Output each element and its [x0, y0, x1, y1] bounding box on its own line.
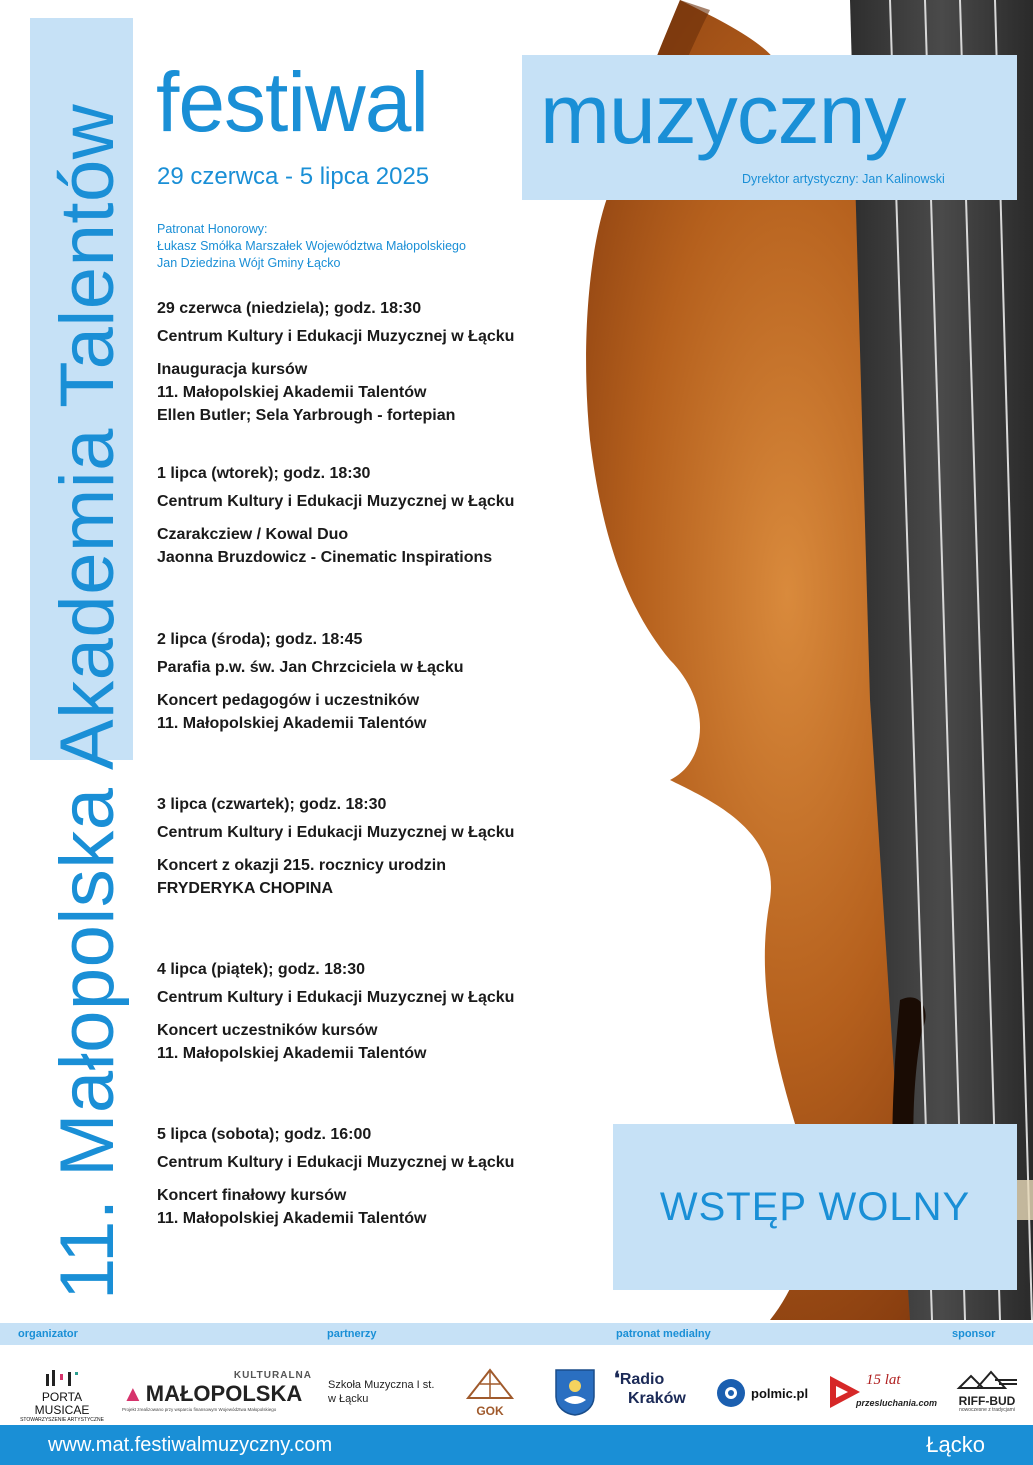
event-date: 4 lipca (piątek); godz. 18:30	[157, 961, 366, 978]
event-desc-line: Czarakcziew / Kowal Duo	[157, 526, 349, 543]
event-desc-line: 11. Małopolskiej Akademii Talentów	[157, 1045, 427, 1062]
gok-text: GOK	[476, 1404, 504, 1418]
przesluchania-logo	[826, 1370, 938, 1420]
event-item	[157, 794, 597, 900]
lacko-coat-of-arms-icon	[554, 1368, 596, 1421]
event-description	[157, 358, 597, 427]
polmic-text: polmic.pl	[751, 1385, 809, 1401]
event-desc-line: Jaonna Bruzdowicz - Cinematic Inspirations	[157, 549, 493, 566]
gok-logo	[462, 1368, 518, 1418]
riff-bud-logo	[952, 1368, 1022, 1413]
event-desc-line: FRYDERYKA CHOPINA	[157, 880, 334, 897]
event-desc-line: Inauguracja kursów	[157, 361, 308, 378]
event-description	[157, 1019, 597, 1065]
event-venue: Centrum Kultury i Edukacji Muzycznej w Łącku	[157, 493, 515, 510]
free-admission-text: WSTĘP WOLNY	[659, 1184, 971, 1229]
szkola-muzyczna-logo	[328, 1378, 434, 1406]
event-description	[157, 854, 597, 900]
event-venue: Parafia p.w. św. Jan Chrzciciela w Łącku	[157, 659, 464, 676]
footer-bar	[0, 1425, 1033, 1465]
porta-musicae-logo	[16, 1368, 108, 1424]
radio-quote-icon: ❛	[614, 1368, 620, 1388]
event-item	[157, 629, 597, 735]
event-venue: Centrum Kultury i Edukacji Muzycznej w Łącku	[157, 328, 515, 345]
kulturalna-text: KULTURALNA	[233, 1370, 312, 1381]
radio-name: Radio	[619, 1371, 665, 1388]
event-date: 29 czerwca (niedziela); godz. 18:30	[157, 300, 422, 317]
polmic-icon	[716, 1378, 746, 1408]
logos-row	[0, 1346, 1033, 1426]
patronage-label: Patronat Honorowy:	[157, 222, 268, 236]
porta-musicae-sub: STOWARZYSZENIE ARTYSTYCZNE	[20, 1417, 104, 1423]
label-organizator: organizator	[18, 1328, 78, 1340]
event-date: 2 lipca (środa); godz. 18:45	[157, 631, 363, 648]
event-item	[157, 298, 597, 427]
footer-town: Łącko	[926, 1432, 985, 1457]
patronage-line: Łukasz Smółka Marszałek Województwa Małopolskiego	[157, 239, 466, 253]
free-admission-box	[613, 1124, 1017, 1290]
malopolska-logo	[122, 1370, 312, 1412]
porta-musicae-name: PORTA MUSICAE	[34, 1390, 90, 1417]
szkola-line: w Łącku	[328, 1393, 369, 1405]
label-patronat-medialny: patronat medialny	[616, 1328, 711, 1340]
event-desc-line: 11. Małopolskiej Akademii Talentów	[157, 1210, 427, 1227]
gok-icon	[462, 1368, 518, 1400]
event-venue: Centrum Kultury i Edukacji Muzycznej w Łącku	[157, 989, 515, 1006]
event-desc-line: Koncert z okazji 215. rocznicy urodzin	[157, 857, 446, 874]
event-item	[157, 463, 597, 569]
vertical-title: 11. Małopolska Akademia Talentów	[45, 103, 130, 1300]
event-desc-line: 11. Małopolskiej Akademii Talentów	[157, 384, 427, 401]
event-venue: Centrum Kultury i Edukacji Muzycznej w Łącku	[157, 824, 515, 841]
malopolska-sub: Projekt zrealizowano przy wsparciu finansowym Województwa Małopolskiego	[122, 1407, 277, 1412]
patronage-line: Jan Dziedzina Wójt Gminy Łącko	[157, 256, 341, 270]
event-date: 1 lipca (wtorek); godz. 18:30	[157, 465, 371, 482]
polmic-logo	[716, 1378, 808, 1408]
label-partnerzy: partnerzy	[327, 1328, 377, 1340]
title-festiwal: festiwal	[156, 55, 429, 149]
event-desc-line: Koncert uczestników kursów	[157, 1022, 378, 1039]
event-venue: Centrum Kultury i Edukacji Muzycznej w Łącku	[157, 1154, 515, 1171]
event-desc-line: 11. Małopolskiej Akademii Talentów	[157, 715, 427, 732]
event-description	[157, 523, 597, 569]
event-desc-line: Ellen Butler; Sela Yarbrough - fortepian	[157, 407, 456, 424]
event-date: 5 lipca (sobota); godz. 16:00	[157, 1126, 372, 1143]
event-item	[157, 1124, 597, 1230]
krakow-name: Kraków	[628, 1390, 686, 1407]
malopolska-m-icon: ▲	[122, 1381, 144, 1406]
event-item	[157, 959, 597, 1065]
radio-krakow-logo	[614, 1368, 704, 1408]
title-muzyczny: muzyczny	[540, 67, 906, 161]
festival-dates: 29 czerwca - 5 lipca 2025	[157, 163, 430, 190]
event-description	[157, 689, 597, 735]
malopolska-text: MAŁOPOLSKA	[145, 1381, 303, 1406]
label-sponsor: sponsor	[952, 1328, 996, 1340]
porta-musicae-icon	[42, 1368, 82, 1386]
event-desc-line: Koncert finałowy kursów	[157, 1187, 347, 1204]
artistic-director: Dyrektor artystyczny: Jan Kalinowski	[742, 172, 945, 186]
event-description	[157, 1184, 597, 1230]
szkola-line: Szkoła Muzyczna I st.	[328, 1379, 435, 1391]
riff-bud-text: RIFF-BUD	[958, 1394, 1016, 1408]
przesluchania-text: przesluchania.com	[856, 1398, 938, 1408]
sponsor-categories-strip	[0, 1323, 1033, 1345]
przesluchania-years: 15 lat	[866, 1372, 901, 1388]
riff-bud-roof-icon	[955, 1368, 1019, 1390]
event-desc-line: Koncert pedagogów i uczestników	[157, 692, 420, 709]
event-date: 3 lipca (czwartek); godz. 18:30	[157, 796, 387, 813]
honorary-patronage	[157, 221, 466, 272]
website-url[interactable]: www.mat.festiwalmuzyczny.com	[48, 1434, 333, 1456]
radio-line	[614, 1368, 704, 1390]
riff-bud-sub: nowoczesne z tradycjami	[959, 1407, 1015, 1413]
